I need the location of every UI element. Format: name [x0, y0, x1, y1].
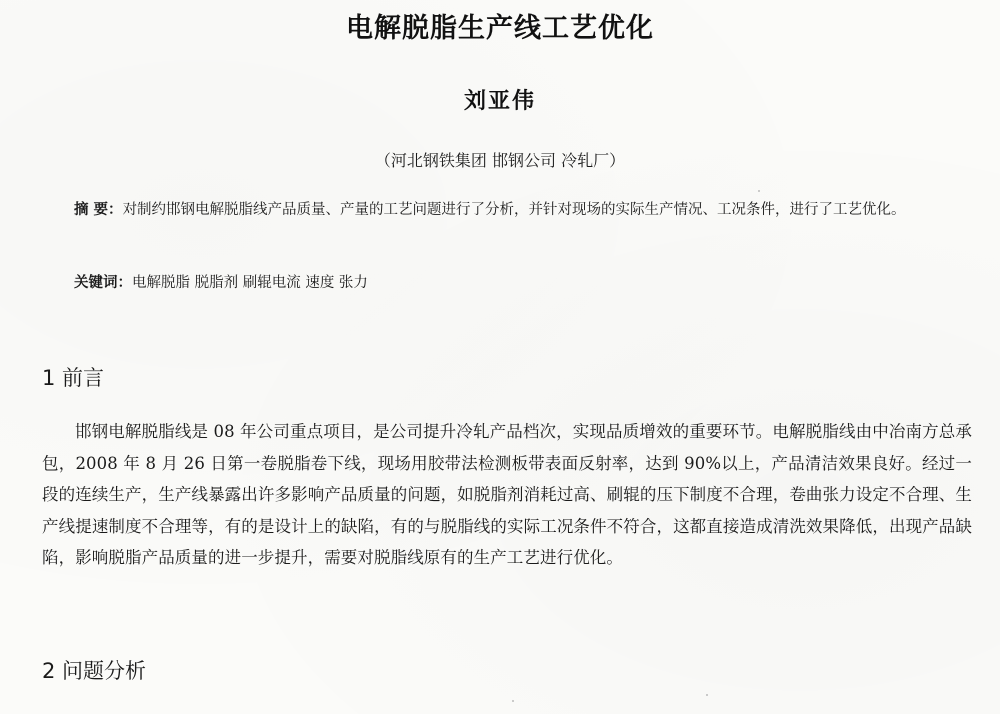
abstract-text: 对制约邯钢电解脱脂线产品质量、产量的工艺问题进行了分析，并针对现场的实际生产情况、工况条件，进行了工艺优化。 — [122, 202, 906, 218]
scan-speck — [758, 190, 760, 192]
author-affiliation: （河北钢铁集团 邯钢公司 冷轧厂） — [374, 151, 626, 170]
author-name: 刘亚伟 — [463, 89, 536, 114]
scan-speck — [512, 700, 514, 702]
section-heading-analysis: 2 问题分析 — [42, 659, 147, 683]
abstract-label: 摘 要： — [74, 202, 123, 218]
keywords-text: 电解脱脂 脱脂剂 刷辊电流 速度 张力 — [132, 275, 368, 291]
scan-speck — [706, 694, 708, 696]
abstract — [74, 194, 940, 227]
keywords-label: 关键词： — [74, 275, 132, 291]
keywords — [74, 268, 940, 298]
section-heading-intro: 1 前言 — [42, 366, 105, 390]
paper-title: 电解脱脂生产线工艺优化 — [346, 13, 654, 44]
section-intro-paragraph: 邯钢电解脱脂线是 08 年公司重点项目，是公司提升冷轧产品档次，实现品质增效的重要环节。电解脱脂线由中冶南方总承包，2008 年 8 月 26 日第一卷脱脂卷下线，现场用胶带法检测板带表面反射率，达到 90%以上，产品清洁效果良好。经过一段的连续生产，生产线暴露出许多影响产品质量的问题，如脱脂剂消耗过高、刷辊的压下制度不合理，卷曲张力设定不合理、生产线提速制度不合理等，有的是设计上的缺陷，有的与脱脂线的实际工况条件不符合，这都直接造成清洗效果降低，出现产品缺陷，影响脱脂产品质量的进一步提升，需要对脱脂线原有的生产工艺进行优化。 — [42, 422, 972, 568]
